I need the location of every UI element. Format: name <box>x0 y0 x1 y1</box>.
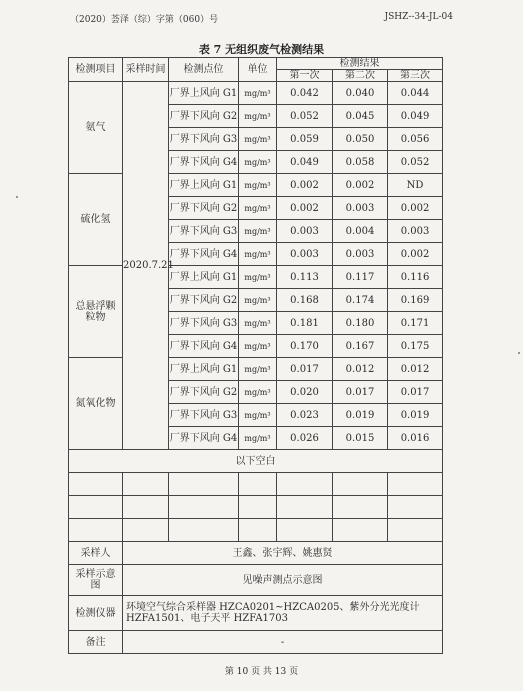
col-header-first: 第一次 <box>277 70 333 82</box>
point-cell: 厂界下风向 G2 <box>169 381 239 404</box>
result-second: 0.045 <box>333 105 388 128</box>
empty-cell <box>277 496 333 519</box>
result-second: 0.002 <box>333 174 388 197</box>
result-third: 0.052 <box>388 151 443 174</box>
result-third: 0.002 <box>388 243 443 266</box>
col-header-third: 第三次 <box>388 70 443 82</box>
empty-cell <box>169 473 239 496</box>
point-cell: 厂界下风向 G3 <box>169 128 239 151</box>
unit-cell: mg/m³ <box>239 427 277 450</box>
result-third: 0.175 <box>388 335 443 358</box>
result-second: 0.117 <box>333 266 388 289</box>
empty-cell <box>169 519 239 542</box>
unit-cell: mg/m³ <box>239 358 277 381</box>
result-second: 0.015 <box>333 427 388 450</box>
result-first: 0.049 <box>277 151 333 174</box>
empty-cell <box>239 519 277 542</box>
empty-cell <box>333 473 388 496</box>
col-header-point: 检测点位 <box>169 58 239 82</box>
unit-cell: mg/m³ <box>239 404 277 427</box>
unit-cell: mg/m³ <box>239 289 277 312</box>
empty-cell <box>123 496 169 519</box>
empty-cell <box>69 473 123 496</box>
instrument-label: 检测仪器 <box>69 596 123 631</box>
empty-cell <box>123 519 169 542</box>
empty-cell <box>123 473 169 496</box>
empty-cell <box>277 473 333 496</box>
table-row <box>69 82 443 105</box>
result-third: 0.003 <box>388 220 443 243</box>
point-cell: 厂界上风向 G1 <box>169 174 239 197</box>
empty-row <box>69 473 443 496</box>
item-name: 氨气 <box>69 82 123 174</box>
result-second: 0.180 <box>333 312 388 335</box>
result-second: 0.050 <box>333 128 388 151</box>
diagram-row <box>69 565 443 596</box>
result-third: 0.017 <box>388 381 443 404</box>
sampler-label: 采样人 <box>69 542 123 565</box>
sampler-value: 王鑫、张宇辉、姚惠贤 <box>123 542 443 565</box>
result-second: 0.167 <box>333 335 388 358</box>
point-cell: 厂界下风向 G4 <box>169 151 239 174</box>
result-first: 0.020 <box>277 381 333 404</box>
unit-cell: mg/m³ <box>239 105 277 128</box>
item-name: 氮氧化物 <box>69 358 123 450</box>
unit-cell: mg/m³ <box>239 312 277 335</box>
empty-cell <box>388 519 443 542</box>
result-third: 0.169 <box>388 289 443 312</box>
result-third: 0.016 <box>388 427 443 450</box>
results-table <box>68 57 443 654</box>
result-first: 0.003 <box>277 243 333 266</box>
sampling-date: 2020.7.21 <box>123 82 169 450</box>
result-first: 0.017 <box>277 358 333 381</box>
result-first: 0.042 <box>277 82 333 105</box>
result-first: 0.003 <box>277 220 333 243</box>
result-first: 0.002 <box>277 174 333 197</box>
result-first: 0.052 <box>277 105 333 128</box>
unit-cell: mg/m³ <box>239 151 277 174</box>
point-cell: 厂界上风向 G1 <box>169 358 239 381</box>
point-cell: 厂界下风向 G4 <box>169 243 239 266</box>
empty-cell <box>277 519 333 542</box>
col-header-item: 检测项目 <box>69 58 123 82</box>
result-third: 0.019 <box>388 404 443 427</box>
form-code: JSHZ--34-JL-04 <box>384 12 453 22</box>
unit-cell: mg/m³ <box>239 220 277 243</box>
result-third: 0.171 <box>388 312 443 335</box>
empty-cell <box>69 519 123 542</box>
point-cell: 厂界下风向 G4 <box>169 427 239 450</box>
empty-cell <box>388 496 443 519</box>
result-third: 0.002 <box>388 197 443 220</box>
unit-cell: mg/m³ <box>239 197 277 220</box>
result-first: 0.181 <box>277 312 333 335</box>
unit-cell: mg/m³ <box>239 243 277 266</box>
result-first: 0.023 <box>277 404 333 427</box>
unit-cell: mg/m³ <box>239 335 277 358</box>
result-second: 0.004 <box>333 220 388 243</box>
result-second: 0.058 <box>333 151 388 174</box>
point-cell: 厂界上风向 G1 <box>169 266 239 289</box>
result-third: 0.116 <box>388 266 443 289</box>
result-third: 0.012 <box>388 358 443 381</box>
unit-cell: mg/m³ <box>239 82 277 105</box>
result-second: 0.017 <box>333 381 388 404</box>
unit-cell: mg/m³ <box>239 266 277 289</box>
result-first: 0.168 <box>277 289 333 312</box>
col-header-time: 采样时间 <box>123 58 169 82</box>
empty-cell <box>333 496 388 519</box>
result-second: 0.040 <box>333 82 388 105</box>
empty-cell <box>239 496 277 519</box>
point-cell: 厂界上风向 G1 <box>169 82 239 105</box>
item-name: 硫化氢 <box>69 174 123 266</box>
unit-cell: mg/m³ <box>239 174 277 197</box>
result-third: 0.056 <box>388 128 443 151</box>
point-cell: 厂界下风向 G3 <box>169 312 239 335</box>
result-first: 0.026 <box>277 427 333 450</box>
empty-row <box>69 519 443 542</box>
result-first: 0.113 <box>277 266 333 289</box>
result-second: 0.019 <box>333 404 388 427</box>
instrument-value: 环境空气综合采样器 HZCA0201~HZCA0205、紫外分光光度计 HZFA1501、电子天平 HZFA1703 <box>123 596 443 631</box>
scan-speck <box>518 352 520 354</box>
remark-label: 备注 <box>69 631 123 654</box>
result-first: 0.059 <box>277 128 333 151</box>
blank-note: 以下空白 <box>69 450 443 473</box>
point-cell: 厂界下风向 G4 <box>169 335 239 358</box>
remark-value: - <box>123 631 443 654</box>
document-number: （2020）荟泽（综）字第（060）号 <box>70 15 219 25</box>
instrument-row <box>69 596 443 631</box>
result-second: 0.174 <box>333 289 388 312</box>
empty-cell <box>388 473 443 496</box>
point-cell: 厂界下风向 G3 <box>169 220 239 243</box>
col-header-second: 第二次 <box>333 70 388 82</box>
unit-cell: mg/m³ <box>239 381 277 404</box>
blank-note-row <box>69 450 443 473</box>
empty-cell <box>69 496 123 519</box>
result-third: 0.044 <box>388 82 443 105</box>
result-third: ND <box>388 174 443 197</box>
result-first: 0.170 <box>277 335 333 358</box>
diagram-value: 见噪声测点示意图 <box>123 565 443 596</box>
result-second: 0.003 <box>333 243 388 266</box>
item-name: 总悬浮颗粒物 <box>69 266 123 358</box>
remark-row <box>69 631 443 654</box>
sampler-row <box>69 542 443 565</box>
empty-cell <box>333 519 388 542</box>
unit-cell: mg/m³ <box>239 128 277 151</box>
table-title: 表 7 无组织废气检测结果 <box>198 43 325 56</box>
scan-speck <box>16 196 18 198</box>
point-cell: 厂界下风向 G2 <box>169 289 239 312</box>
empty-cell <box>239 473 277 496</box>
result-second: 0.003 <box>333 197 388 220</box>
point-cell: 厂界下风向 G2 <box>169 197 239 220</box>
result-first: 0.002 <box>277 197 333 220</box>
col-header-results: 检测结果 <box>277 58 443 70</box>
point-cell: 厂界下风向 G2 <box>169 105 239 128</box>
result-second: 0.012 <box>333 358 388 381</box>
result-third: 0.049 <box>388 105 443 128</box>
empty-row <box>69 496 443 519</box>
point-cell: 厂界下风向 G3 <box>169 404 239 427</box>
diagram-label: 采样示意图 <box>69 565 123 596</box>
empty-cell <box>169 496 239 519</box>
page-footer: 第 10 页 共 13 页 <box>224 667 299 677</box>
col-header-unit: 单位 <box>239 58 277 82</box>
